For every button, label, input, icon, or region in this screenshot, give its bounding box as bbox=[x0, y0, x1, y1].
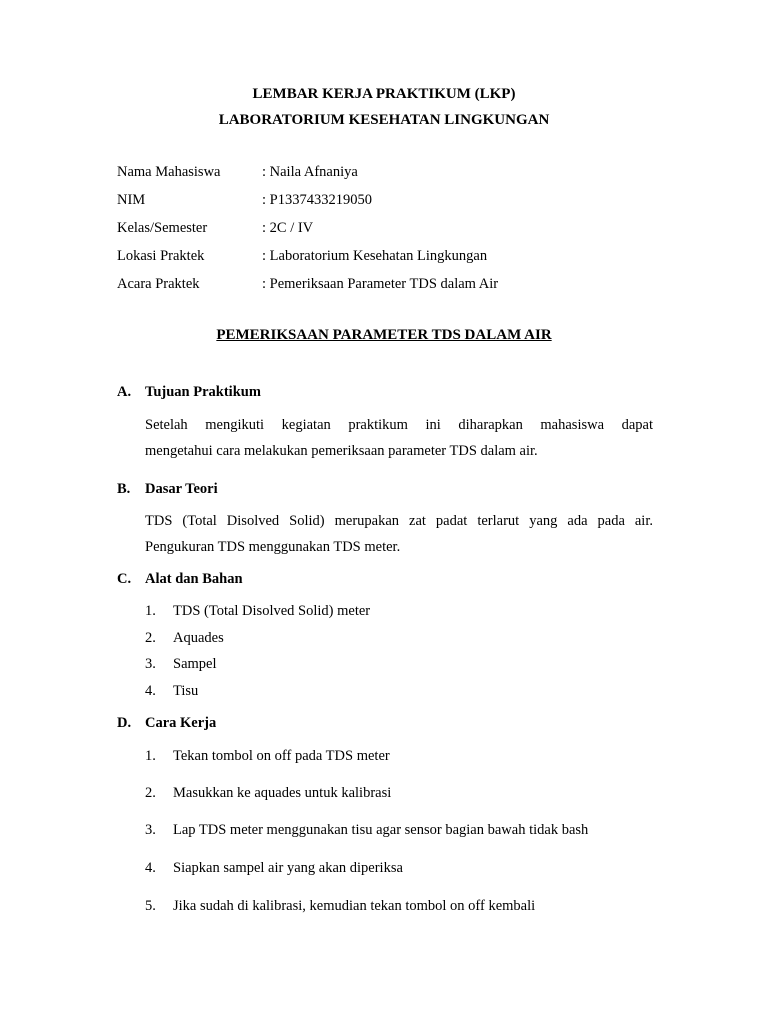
document-title: LEMBAR KERJA PRAKTIKUM (LKP) bbox=[252, 86, 516, 102]
list-item-number: 1. bbox=[145, 603, 156, 619]
info-value-location: : Laboratorium Kesehatan Lingkungan bbox=[262, 248, 488, 264]
step-item: Lap TDS meter menggunakan tisu agar sensor bagian bawah tidak bash bbox=[173, 822, 589, 838]
list-item: Sampel bbox=[173, 656, 217, 672]
list-item-number: 3. bbox=[145, 656, 156, 672]
section-a-title: Tujuan Praktikum bbox=[145, 384, 261, 400]
list-item: TDS (Total Disolved Solid) meter bbox=[173, 603, 371, 619]
info-value-nim: : P1337433219050 bbox=[262, 192, 372, 208]
info-value-name: : Naila Afnaniya bbox=[262, 164, 358, 180]
section-c-letter: C. bbox=[117, 571, 132, 587]
step-number: 4. bbox=[145, 860, 156, 876]
section-a-letter: A. bbox=[117, 384, 132, 400]
section-b-line-1: TDS (Total Disolved Solid) merupakan zat padat terlarut yang ada pada air. bbox=[145, 513, 653, 529]
info-label-name: Nama Mahasiswa bbox=[117, 164, 221, 180]
list-item: Tisu bbox=[173, 683, 199, 699]
list-item-number: 2. bbox=[145, 630, 156, 646]
info-value-class: : 2C / IV bbox=[262, 220, 314, 236]
section-d-letter: D. bbox=[117, 715, 132, 731]
info-label-event: Acara Praktek bbox=[117, 276, 200, 292]
step-number: 1. bbox=[145, 748, 156, 764]
info-label-location: Lokasi Praktek bbox=[117, 248, 205, 264]
step-number: 5. bbox=[145, 898, 156, 914]
section-b-title: Dasar Teori bbox=[145, 481, 218, 497]
section-a-line-2: mengetahui cara melakukan pemeriksaan parameter TDS dalam air. bbox=[145, 443, 538, 459]
info-value-event: : Pemeriksaan Parameter TDS dalam Air bbox=[262, 276, 499, 292]
step-item: Jika sudah di kalibrasi, kemudian tekan tombol on off kembali bbox=[173, 898, 536, 914]
list-item: Aquades bbox=[173, 630, 224, 646]
section-b-letter: B. bbox=[117, 481, 131, 497]
step-item: Siapkan sampel air yang akan diperiksa bbox=[173, 860, 403, 876]
section-b-line-2: Pengukuran TDS menggunakan TDS meter. bbox=[145, 539, 401, 555]
section-a-line-1: Setelah mengikuti kegiatan praktikum ini diharapkan mahasiswa dapat bbox=[145, 417, 653, 433]
section-heading-main: PEMERIKSAAN PARAMETER TDS DALAM AIR bbox=[216, 327, 552, 343]
document-subtitle-lab: LABORATORIUM KESEHATAN LINGKUNGAN bbox=[218, 112, 550, 128]
section-d-title: Cara Kerja bbox=[145, 715, 217, 731]
step-item: Tekan tombol on off pada TDS meter bbox=[173, 748, 390, 764]
step-number: 2. bbox=[145, 785, 156, 801]
section-c-title: Alat dan Bahan bbox=[145, 571, 243, 587]
step-number: 3. bbox=[145, 822, 156, 838]
info-label-nim: NIM bbox=[117, 192, 146, 208]
info-label-class: Kelas/Semester bbox=[117, 220, 208, 236]
step-item: Masukkan ke aquades untuk kalibrasi bbox=[173, 785, 392, 801]
list-item-number: 4. bbox=[145, 683, 156, 699]
